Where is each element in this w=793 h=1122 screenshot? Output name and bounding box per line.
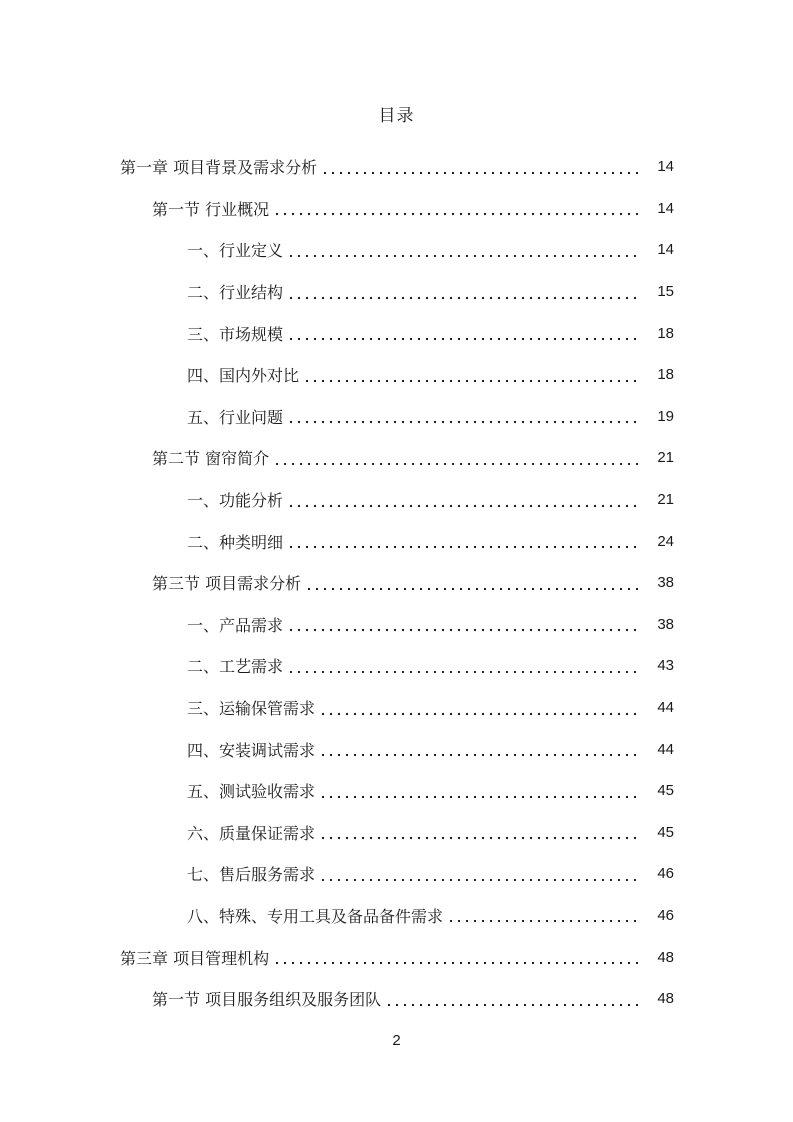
toc-entry[interactable] (0, 229, 793, 271)
dot-leader (287, 658, 638, 674)
toc-entry-label: 二、行业结构 (187, 280, 287, 303)
toc-entry-label: 五、行业问题 (187, 405, 287, 428)
dot-leader (319, 741, 638, 757)
toc-entry-page: 38 (657, 615, 674, 633)
toc-entry[interactable] (0, 604, 793, 646)
toc-entry-page: 46 (657, 906, 674, 924)
dot-leader (273, 200, 638, 216)
dot-leader (305, 575, 638, 591)
toc-entry-label: 三、运输保管需求 (187, 696, 319, 719)
toc-entry-label: 八、特殊、专用工具及备品备件需求 (187, 904, 447, 927)
toc-entry-label: 第三节 项目需求分析 (152, 571, 305, 594)
dot-leader (319, 783, 638, 799)
toc-entry-label: 五、测试验收需求 (187, 779, 319, 802)
toc-entry-page: 38 (657, 574, 674, 592)
dot-leader (319, 700, 638, 716)
dot-leader (385, 991, 638, 1007)
toc-entry-label: 四、安装调试需求 (187, 738, 319, 761)
toc-entry[interactable] (0, 271, 793, 313)
toc-entry[interactable] (0, 728, 793, 770)
toc-entry[interactable] (0, 562, 793, 604)
toc-entry-page: 46 (657, 865, 674, 883)
dot-leader (319, 866, 638, 882)
dot-leader (287, 533, 638, 549)
dot-leader (287, 616, 638, 632)
toc-entry-page: 48 (657, 948, 674, 966)
toc-entry-page: 14 (657, 241, 674, 259)
toc-entry[interactable] (0, 978, 793, 1020)
toc-entry[interactable] (0, 312, 793, 354)
toc-entry[interactable] (0, 770, 793, 812)
toc-entry-label: 第一节 行业概况 (152, 197, 273, 220)
dot-leader (447, 907, 638, 923)
toc-entry-page: 15 (657, 283, 674, 301)
dot-leader (273, 450, 638, 466)
toc-entry[interactable] (0, 146, 793, 188)
toc-entry[interactable] (0, 936, 793, 978)
toc-entry-label: 二、工艺需求 (187, 654, 287, 677)
toc-entry-page: 44 (657, 699, 674, 717)
toc-entry-label: 二、种类明细 (187, 530, 287, 553)
toc-entry-label: 第一节 项目服务组织及服务团队 (152, 987, 385, 1010)
dot-leader (287, 492, 638, 508)
toc-entry-page: 45 (657, 823, 674, 841)
toc-entry-page: 21 (657, 491, 674, 509)
toc-entry-label: 一、行业定义 (187, 238, 287, 261)
dot-leader (287, 284, 638, 300)
toc-entry-label: 第三章 项目管理机构 (120, 946, 273, 969)
toc-entry-label: 七、售后服务需求 (187, 862, 319, 885)
toc-entry[interactable] (0, 895, 793, 937)
toc-entry[interactable] (0, 520, 793, 562)
toc-entry-label: 四、国内外对比 (187, 363, 303, 386)
toc-entry-page: 18 (657, 324, 674, 342)
toc-entry[interactable] (0, 396, 793, 438)
toc-entry-label: 六、质量保证需求 (187, 821, 319, 844)
toc-title: 目录 (378, 106, 415, 126)
dot-leader (319, 824, 638, 840)
toc-entry-page: 44 (657, 740, 674, 758)
toc-entry-label: 第二节 窗帘简介 (152, 446, 273, 469)
toc-entry-label: 第一章 项目背景及需求分析 (120, 155, 321, 178)
toc-entry[interactable] (0, 645, 793, 687)
toc-entry-page: 48 (657, 990, 674, 1008)
toc-entry[interactable] (0, 812, 793, 854)
toc-entry-page: 14 (657, 199, 674, 217)
dot-leader (287, 408, 638, 424)
toc-entry[interactable] (0, 853, 793, 895)
toc-entry[interactable] (0, 354, 793, 396)
toc-entry[interactable] (0, 687, 793, 729)
toc-entry[interactable] (0, 437, 793, 479)
toc-entry-page: 18 (657, 366, 674, 384)
table-of-contents (0, 146, 793, 1019)
toc-entry-label: 一、功能分析 (187, 488, 287, 511)
dot-leader (273, 949, 638, 965)
toc-entry[interactable] (0, 479, 793, 521)
toc-entry-page: 21 (657, 449, 674, 467)
toc-entry-page: 19 (657, 407, 674, 425)
toc-entry-page: 45 (657, 782, 674, 800)
dot-leader (321, 159, 638, 175)
dot-leader (303, 367, 638, 383)
toc-entry-label: 三、市场规模 (187, 322, 287, 345)
toc-entry[interactable] (0, 188, 793, 230)
toc-entry-page: 43 (657, 657, 674, 675)
toc-entry-label: 一、产品需求 (187, 613, 287, 636)
toc-entry-page: 14 (657, 158, 674, 176)
page-number: 2 (392, 1032, 401, 1049)
toc-entry-page: 24 (657, 532, 674, 550)
dot-leader (287, 242, 638, 258)
dot-leader (287, 325, 638, 341)
